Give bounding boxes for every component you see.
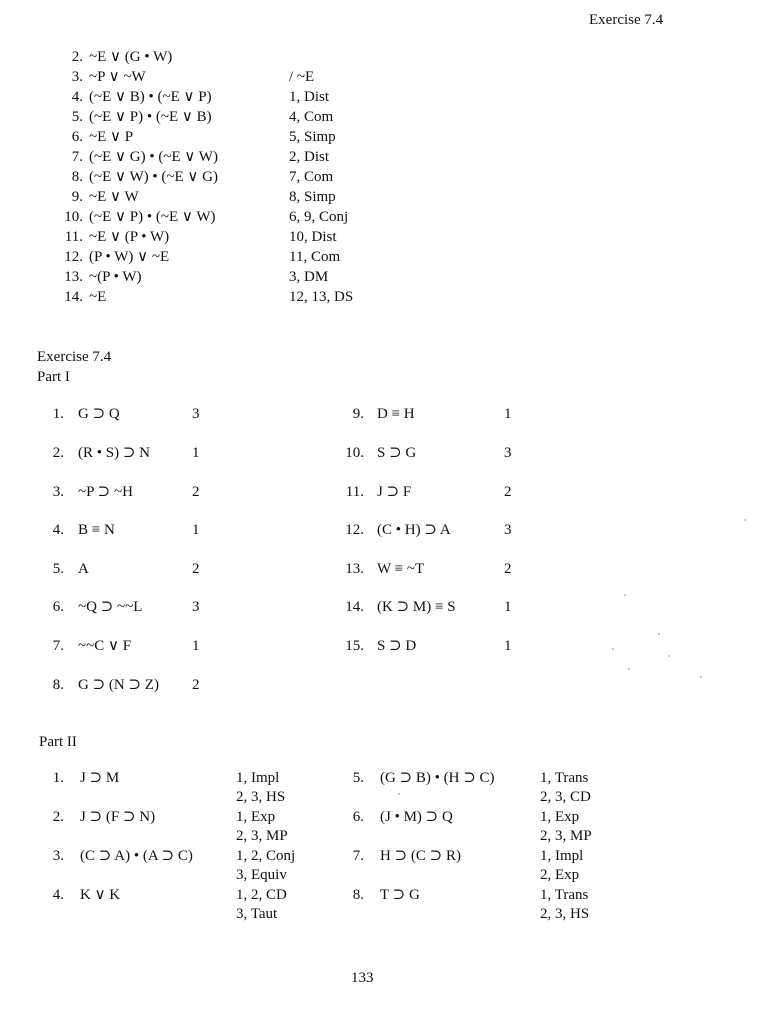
part-one-item (0, 675, 384, 695)
proof-row (0, 187, 768, 207)
justification: 3, DM (289, 269, 329, 285)
item-number: 3. (52, 484, 64, 500)
line-number: 13. (64, 269, 83, 285)
justification-line-2: 2, 3, MP (236, 828, 288, 844)
justification: 12, 13, DS (289, 289, 354, 305)
justification: 7, Com (289, 169, 334, 185)
item-number: 13. (345, 561, 364, 577)
line-number: 7. (71, 149, 83, 165)
item-expression: (C ⊃ A) • (A ⊃ C) (80, 848, 193, 864)
item-answer: 3 (504, 445, 512, 461)
item-expression: T ⊃ G (380, 887, 420, 903)
line-number: 9. (71, 189, 83, 205)
item-number: 8. (352, 887, 364, 903)
part-one-item (300, 520, 768, 540)
item-number: 4. (52, 522, 64, 538)
formula: ~(P • W) (89, 269, 142, 285)
item-number: 8. (52, 677, 64, 693)
item-expression: ~Q ⊃ ~~L (78, 599, 143, 615)
item-expression: ~P ⊃ ~H (78, 484, 133, 500)
item-answer: 2 (504, 484, 512, 500)
line-number: 11. (64, 229, 83, 245)
proof-row (0, 207, 768, 227)
justification-line-1: 1, Exp (540, 809, 580, 825)
justification: 10, Dist (289, 229, 337, 245)
item-number: 1. (52, 406, 64, 422)
item-number: 1. (52, 770, 64, 786)
part-one-heading: Part I (37, 369, 70, 385)
justification-line-2: 2, 3, MP (540, 828, 592, 844)
item-expression: (G ⊃ B) • (H ⊃ C) (380, 770, 495, 786)
part-two-heading: Part II (39, 734, 77, 750)
proof-row (0, 167, 768, 187)
justification-line-1: 1, Trans (540, 770, 589, 786)
proof-row (0, 147, 768, 167)
item-number: 5. (52, 561, 64, 577)
item-expression: J ⊃ M (80, 770, 120, 786)
part-two-item-cont (300, 787, 768, 807)
item-expression: B ≡ N (78, 522, 115, 538)
formula: (~E ∨ P) • (~E ∨ B) (89, 109, 212, 125)
item-number: 2. (52, 809, 64, 825)
justification-line-2: 2, 3, CD (540, 789, 591, 805)
line-number: 10. (64, 209, 83, 225)
justification-line-1: 1, 2, CD (236, 887, 287, 903)
item-expression: S ⊃ G (377, 445, 417, 461)
item-answer: 2 (192, 677, 200, 693)
part-two-item (300, 807, 768, 827)
part-one-item (300, 559, 768, 579)
section-title: Exercise 7.4 (37, 349, 112, 365)
item-expression: S ⊃ D (377, 638, 417, 654)
proof-row (0, 227, 768, 247)
line-number: 8. (71, 169, 83, 185)
proof-row (0, 287, 768, 307)
item-answer: 3 (192, 599, 200, 615)
proof-row (0, 47, 768, 67)
proof-row (0, 247, 768, 267)
item-number: 3. (52, 848, 64, 864)
line-number: 12. (64, 249, 83, 265)
line-number: 14. (64, 289, 83, 305)
justification: 1, Dist (289, 89, 330, 105)
formula: ~E ∨ (G • W) (89, 49, 173, 65)
proof-row (0, 267, 768, 287)
item-expression: A (78, 561, 89, 577)
item-number: 2. (52, 445, 64, 461)
justification-line-1: 1, 2, Conj (236, 848, 296, 864)
item-expression: W ≡ ~T (377, 561, 425, 577)
proof-row (0, 87, 768, 107)
proof-row (0, 107, 768, 127)
justification-line-2: 3, Taut (236, 906, 278, 922)
justification: 5, Simp (289, 129, 336, 145)
item-expression: J ⊃ (F ⊃ N) (80, 809, 156, 825)
item-number: 12. (345, 522, 364, 538)
item-answer: 1 (192, 522, 200, 538)
part-two-item-cont (300, 865, 768, 885)
justification-line-1: 1, Trans (540, 887, 589, 903)
part-one-item (300, 443, 768, 463)
item-expression: K ∨ K (80, 887, 121, 903)
item-number: 6. (52, 599, 64, 615)
item-number: 11. (345, 484, 364, 500)
item-answer: 1 (192, 445, 200, 461)
part-one-item (300, 597, 768, 617)
line-number: 3. (71, 69, 83, 85)
part-one-item (300, 482, 768, 502)
justification-line-1: 1, Exp (236, 809, 276, 825)
item-number: 6. (352, 809, 364, 825)
justification-line-2: 2, Exp (540, 867, 580, 883)
item-answer: 1 (504, 599, 512, 615)
item-number: 14. (345, 599, 364, 615)
part-two-item (300, 768, 768, 788)
formula: ~E ∨ W (89, 189, 139, 205)
line-number: 2. (71, 49, 83, 65)
item-number: 7. (52, 638, 64, 654)
item-number: 4. (52, 887, 64, 903)
line-number: 5. (71, 109, 83, 125)
item-number: 7. (352, 848, 364, 864)
running-header: Exercise 7.4 (589, 12, 664, 28)
justification-line-2: 2, 3, HS (540, 906, 590, 922)
formula: (~E ∨ W) • (~E ∨ G) (89, 169, 218, 185)
item-expression: G ⊃ Q (78, 406, 120, 422)
item-answer: 3 (504, 522, 512, 538)
item-number: 10. (345, 445, 364, 461)
formula: ~E (89, 289, 107, 305)
line-number: 6. (71, 129, 83, 145)
part-one-item (300, 404, 768, 424)
justification: 6, 9, Conj (289, 209, 349, 225)
part-one-item (300, 636, 768, 656)
formula: (~E ∨ P) • (~E ∨ W) (89, 209, 216, 225)
justification-line-2: 2, 3, HS (236, 789, 286, 805)
line-number: 4. (71, 89, 83, 105)
justification: / ~E (289, 69, 315, 85)
item-expression: J ⊃ F (377, 484, 412, 500)
formula: (~E ∨ G) • (~E ∨ W) (89, 149, 218, 165)
page-number: 133 (351, 970, 374, 986)
formula: (~E ∨ B) • (~E ∨ P) (89, 89, 212, 105)
proof-row (0, 67, 768, 87)
item-expression: (C • H) ⊃ A (377, 522, 451, 538)
justification-line-2: 3, Equiv (236, 867, 287, 883)
part-two-item (300, 885, 768, 905)
part-two-item-cont (300, 904, 768, 924)
justification: 11, Com (289, 249, 341, 265)
item-expression: (J • M) ⊃ Q (380, 809, 453, 825)
part-two-item-cont (300, 826, 768, 846)
item-expression: D ≡ H (377, 406, 415, 422)
item-expression: H ⊃ (C ⊃ R) (380, 848, 461, 864)
part-two-item (300, 846, 768, 866)
justification-line-1: 1, Impl (540, 848, 584, 864)
justification: 8, Simp (289, 189, 336, 205)
justification: 2, Dist (289, 149, 330, 165)
item-expression: (K ⊃ M) ≡ S (377, 599, 456, 615)
justification: 4, Com (289, 109, 334, 125)
item-expression: ~~C ∨ F (78, 638, 132, 654)
formula: (P • W) ∨ ~E (89, 249, 170, 265)
item-answer: 2 (192, 484, 200, 500)
item-answer: 1 (192, 638, 200, 654)
formula: ~E ∨ (P • W) (89, 229, 170, 245)
formula: ~E ∨ P (89, 129, 134, 145)
item-answer: 1 (504, 406, 512, 422)
item-expression: G ⊃ (N ⊃ Z) (78, 677, 159, 693)
item-expression: (R • S) ⊃ N (78, 445, 150, 461)
proof-row (0, 127, 768, 147)
justification-line-1: 1, Impl (236, 770, 280, 786)
item-number: 15. (345, 638, 364, 654)
item-number: 5. (352, 770, 364, 786)
item-number: 9. (352, 406, 364, 422)
item-answer: 1 (504, 638, 512, 654)
formula: ~P ∨ ~W (89, 69, 146, 85)
item-answer: 3 (192, 406, 200, 422)
item-answer: 2 (192, 561, 200, 577)
item-answer: 2 (504, 561, 512, 577)
